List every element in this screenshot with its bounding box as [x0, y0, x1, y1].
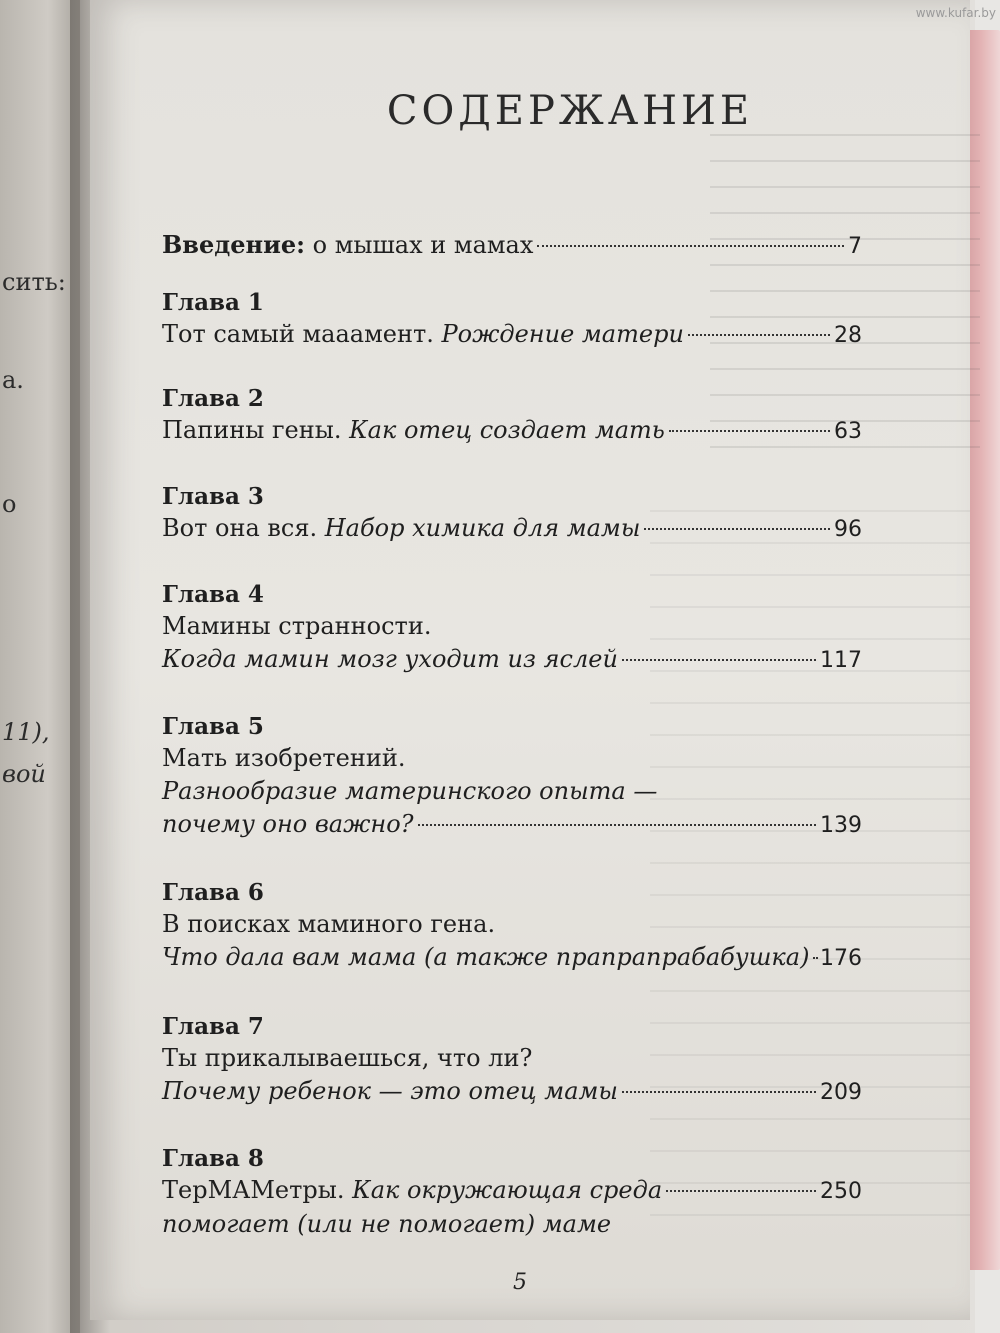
left-page-fragment: 11),: [2, 718, 50, 746]
toc-entry-chapter-5: [162, 712, 862, 842]
chapter-title: Тот самый мааамент.: [162, 320, 434, 348]
dot-leader: [666, 1190, 816, 1192]
chapter-subtitle: Что дала вам мама (а также прапрапрабабушка): [162, 943, 810, 971]
toc-entry-chapter-7: [162, 1012, 862, 1109]
chapter-heading: Глава 3: [162, 483, 264, 510]
page-folio: 5: [513, 1270, 527, 1295]
chapter-title: Папины гены.: [162, 416, 342, 444]
toc-entry-chapter-4: [162, 580, 862, 677]
chapter-subtitle: Как окружающая среда: [352, 1176, 663, 1204]
chapter-title: Вот она вся.: [162, 514, 318, 542]
intro-label: Введение:: [162, 230, 305, 259]
chapter-subtitle: Когда мамин мозг уходит из яслей: [162, 645, 618, 673]
chapter-heading: Глава 6: [162, 879, 264, 906]
dot-leader: [644, 528, 830, 530]
chapter-title: ТерМАМетры.: [162, 1176, 345, 1204]
page-number: 28: [834, 323, 862, 348]
left-page-fragment: вой: [2, 760, 46, 788]
dot-leader: [622, 659, 816, 661]
chapter-title: Мать изобретений.: [162, 744, 406, 772]
chapter-heading: Глава 2: [162, 385, 264, 412]
toc-entry-chapter-8: [162, 1144, 862, 1241]
page-number: 7: [848, 234, 862, 259]
left-page-fragment: а.: [2, 366, 24, 394]
chapter-subtitle: Почему ребенок — это отец мамы: [162, 1077, 618, 1105]
chapter-title: Мамины странности.: [162, 612, 432, 640]
chapter-title: В поисках маминого гена.: [162, 910, 496, 938]
intro-title: о мышах и мамах: [312, 231, 534, 259]
dot-leader: [418, 824, 816, 826]
chapter-heading: Глава 4: [162, 581, 264, 608]
dot-leader: [813, 957, 816, 959]
page-number: 176: [820, 946, 862, 971]
left-page-fragment: сить:: [2, 268, 66, 296]
chapter-heading: Глава 8: [162, 1145, 264, 1172]
dot-leader: [688, 334, 830, 336]
page-number: 63: [834, 419, 862, 444]
page-number: 139: [820, 813, 862, 838]
chapter-subtitle: помогает (или не помогает) маме: [162, 1210, 612, 1238]
dot-leader: [622, 1091, 816, 1093]
contents-page: [90, 0, 970, 1320]
left-facing-page: [0, 0, 80, 1333]
toc-entry-chapter-2: [162, 384, 862, 448]
chapter-subtitle: почему оно важно?: [162, 810, 414, 838]
dot-leader: [669, 430, 830, 432]
toc-entry-chapter-3: [162, 482, 862, 546]
dot-leader: [537, 245, 844, 247]
chapter-heading: Глава 5: [162, 713, 264, 740]
chapter-subtitle: Набор химика для мамы: [324, 514, 641, 542]
page-number: 209: [820, 1080, 862, 1105]
chapter-subtitle: Разнообразие материнского опыта —: [162, 777, 658, 805]
page-title: СОДЕРЖАНИЕ: [386, 88, 754, 134]
page-number: 96: [834, 517, 862, 542]
toc-entry-chapter-6: [162, 878, 862, 975]
chapter-heading: Глава 1: [162, 289, 264, 316]
chapter-title: Ты прикалываешься, что ли?: [162, 1044, 533, 1072]
page-number: 117: [820, 648, 862, 673]
watermark: www.kufar.by: [915, 6, 996, 20]
toc-entry-intro: [162, 228, 862, 263]
chapter-subtitle: Как отец создает мать: [349, 416, 665, 444]
page-number: 250: [820, 1179, 862, 1204]
chapter-heading: Глава 7: [162, 1013, 264, 1040]
chapter-subtitle: Рождение матери: [441, 320, 684, 348]
left-page-fragment: о: [2, 490, 17, 518]
toc-entry-chapter-1: [162, 288, 862, 352]
